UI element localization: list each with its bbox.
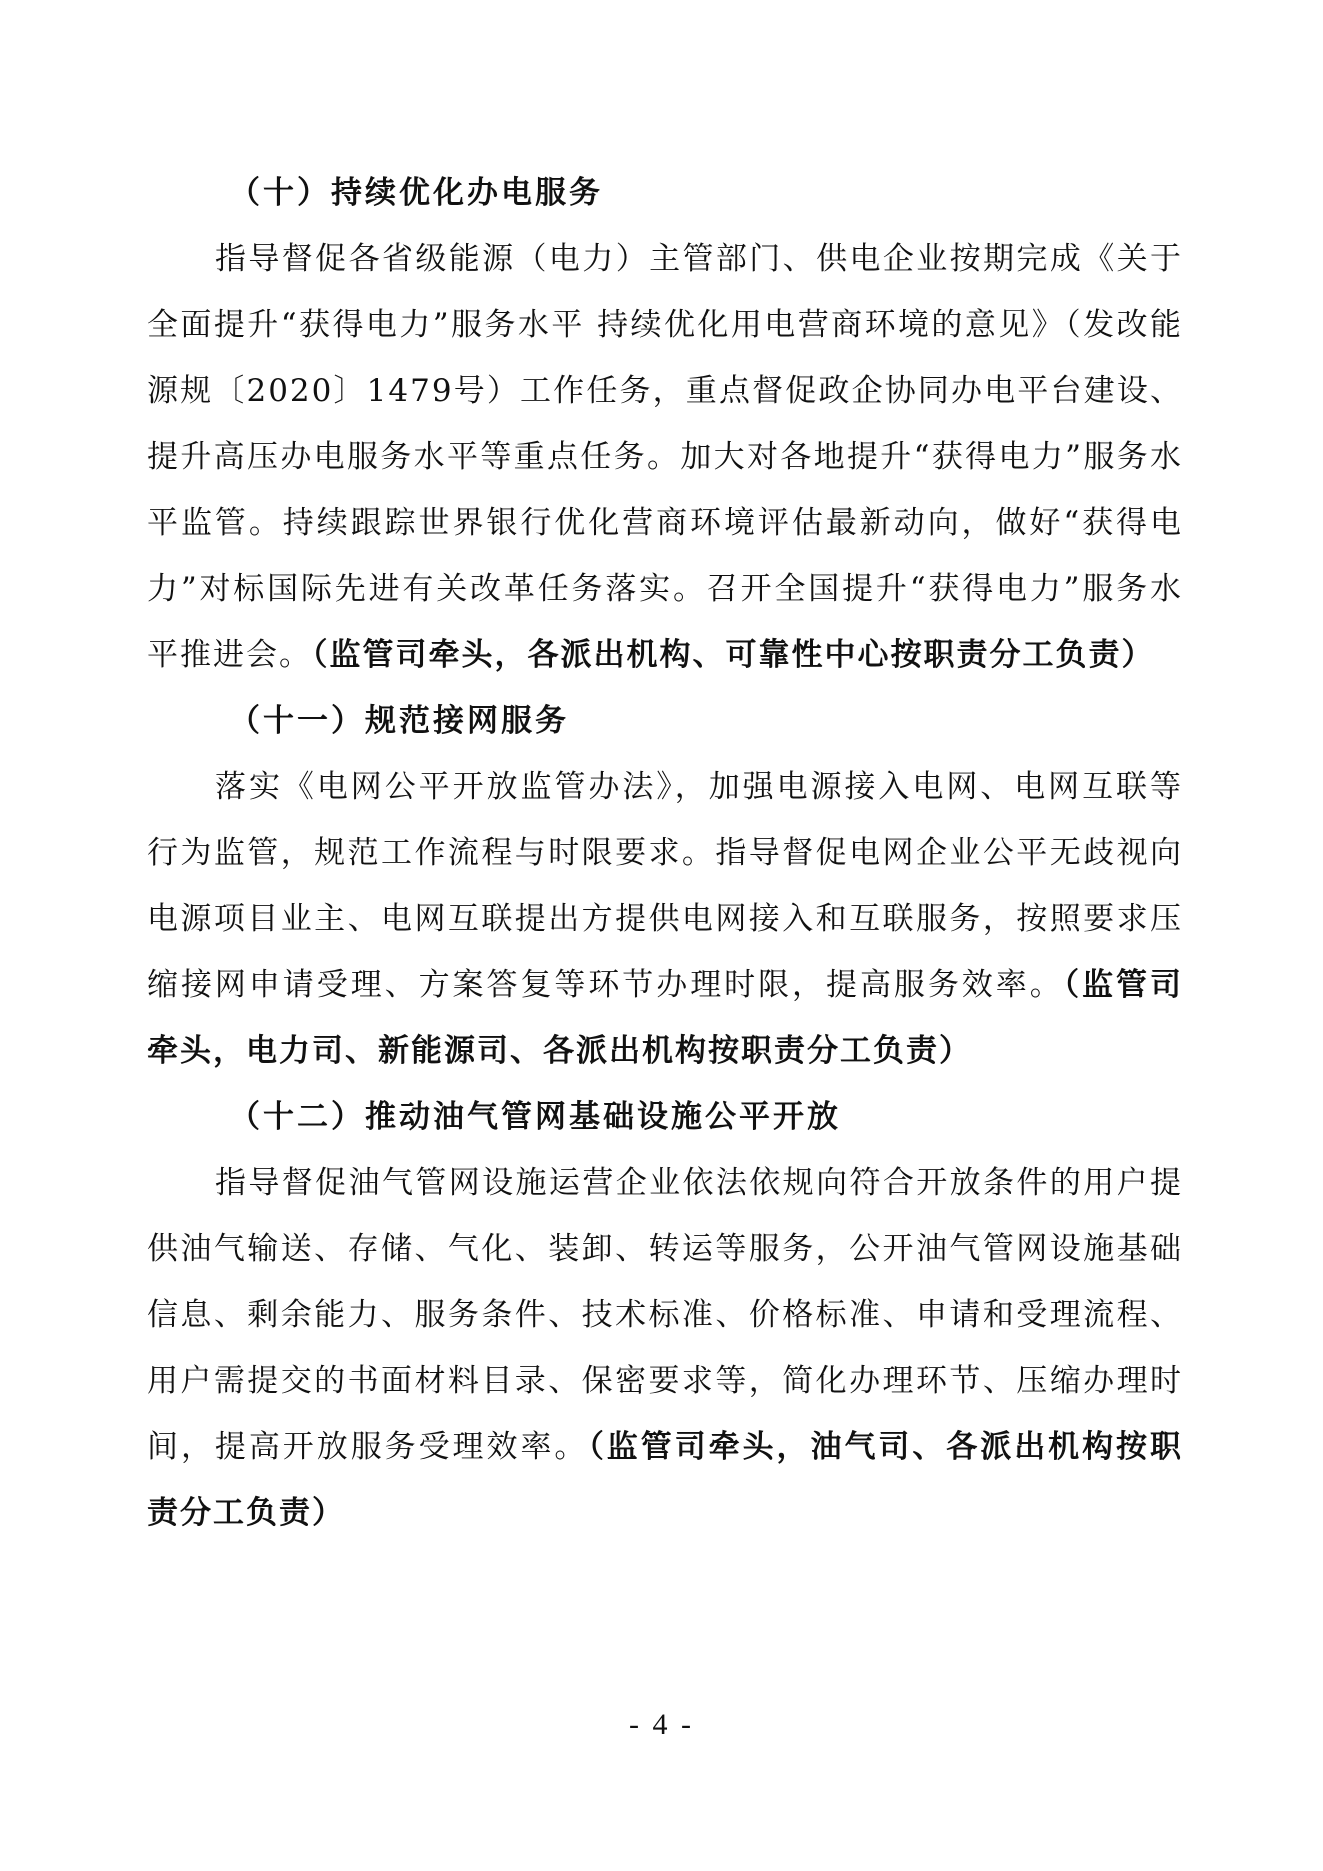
paragraph-body: 落实《电网公平开放监管办法》，加强电源接入电网、电网互联等行为监管，规范工作流程与时限要求。指导督促电网企业公平无歧视向电源项目业主、电网互联提出方提供电网接入和互联服务，按照要求压缩接网申请受理、方案答复等环节办理时限，提高服务效率。 (147, 769, 1183, 1003)
section-heading: （十一）规范接网服务 (229, 703, 569, 739)
document-page (147, 160, 1183, 1546)
responsibility-note: （监管司牵头，电力司、新能源司、各派出机构按职责分工负责） (147, 967, 1184, 1069)
section-10 (147, 160, 1183, 688)
responsibility-note: （监管司牵头，油气司、各派出机构按职责分工负责） (147, 1429, 1184, 1531)
section-12 (147, 1084, 1183, 1546)
section-paragraph (147, 754, 1183, 1084)
paragraph-body: 指导督促油气管网设施运营企业依法依规向符合开放条件的用户提供油气输送、存储、气化、装卸、转运等服务，公开油气管网设施基础信息、剩余能力、服务条件、技术标准、价格标准、申请和受理流程、用户需提交的书面材料目录、保密要求等，简化办理环节、压缩办理时间，提高开放服务受理效率。 (147, 1165, 1183, 1465)
paragraph-body: 指导督促各省级能源（电力）主管部门、供电企业按期完成《关于全面提升“获得电力”服务水平 持续优化用电营商环境的意见》（发改能源规〔2020〕1479号）工作任务，重点督促政企协同办电平台建设、提升高压办电服务水平等重点任务。加大对各地提升“获得电力”服务水平监管。持续跟踪世界银行优化营商环境评估最新动向，做好“获得电力”对标国际先进有关改革任务落实。召开全国提升“获得电力”服务水平推进会。 (147, 241, 1183, 673)
section-paragraph (147, 1150, 1183, 1546)
responsibility-note: （监管司牵头，各派出机构、可靠性中心按职责分工负责） (312, 637, 1155, 673)
section-heading: （十二）推动油气管网基础设施公平开放 (229, 1099, 841, 1135)
section-11 (147, 688, 1183, 1084)
section-heading: （十）持续优化办电服务 (229, 175, 603, 211)
page-number: - 4 - (629, 1708, 694, 1741)
section-paragraph (147, 226, 1183, 688)
